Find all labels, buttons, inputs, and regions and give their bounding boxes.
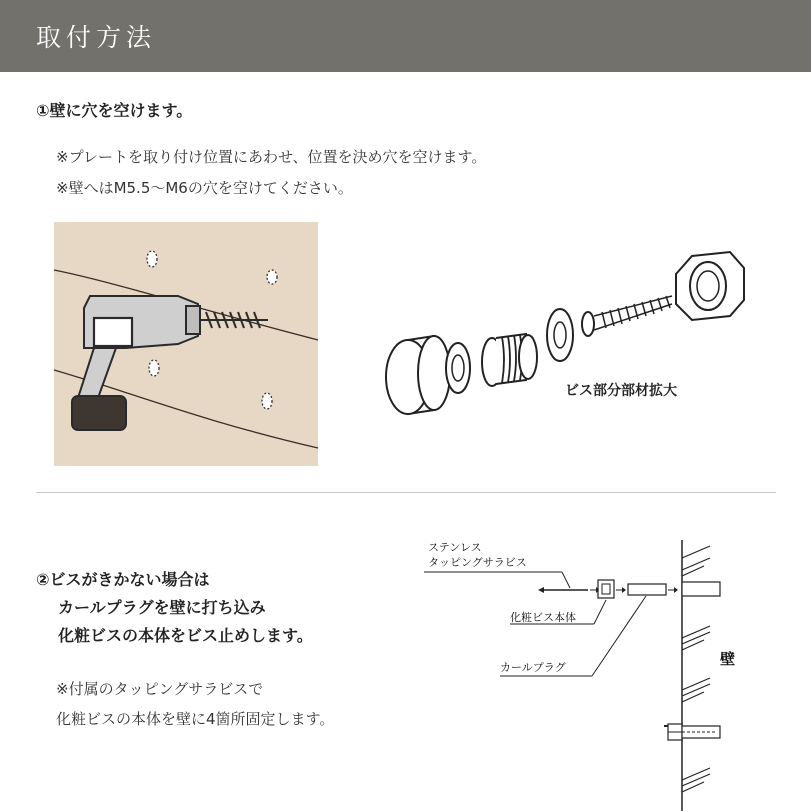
step1-note-2: ※壁へはM5.5〜M6の穴を空けてください。 xyxy=(56,179,353,197)
step1-note-1: ※プレートを取り付け位置にあわせ、位置を決め穴を空けます。 xyxy=(56,148,487,166)
step2-note-2: 化粧ビスの本体を壁に4箇所固定します。 xyxy=(56,710,335,728)
screw-label-line-2: タッピングサラビス xyxy=(428,556,527,569)
screw-label-line-1: ステンレス xyxy=(428,541,482,554)
body-label: 化粧ビス本体 xyxy=(510,611,576,624)
header-bar xyxy=(0,0,811,72)
step2-title-line-1: ②ビスがきかない場合は xyxy=(36,570,210,589)
section-divider xyxy=(36,492,776,493)
screw-parts-illustration xyxy=(380,240,750,430)
step1-title: ①壁に穴を空けます。 xyxy=(36,101,193,120)
step2-title-line-2: カールプラグを壁に打ち込み xyxy=(58,598,266,617)
step2-note-1: ※付属のタッピングサラビスで xyxy=(56,680,264,698)
drill-illustration xyxy=(54,222,318,466)
plug-label: カールプラグ xyxy=(500,661,566,674)
parts-zoom-label: ビス部分部材拡大 xyxy=(565,383,677,399)
wall-label: 壁 xyxy=(720,650,736,668)
plug-diagram xyxy=(420,530,750,811)
step2-title-line-3: 化粧ビスの本体をビス止めします。 xyxy=(58,626,313,645)
page-title: 取付方法 xyxy=(36,23,157,52)
